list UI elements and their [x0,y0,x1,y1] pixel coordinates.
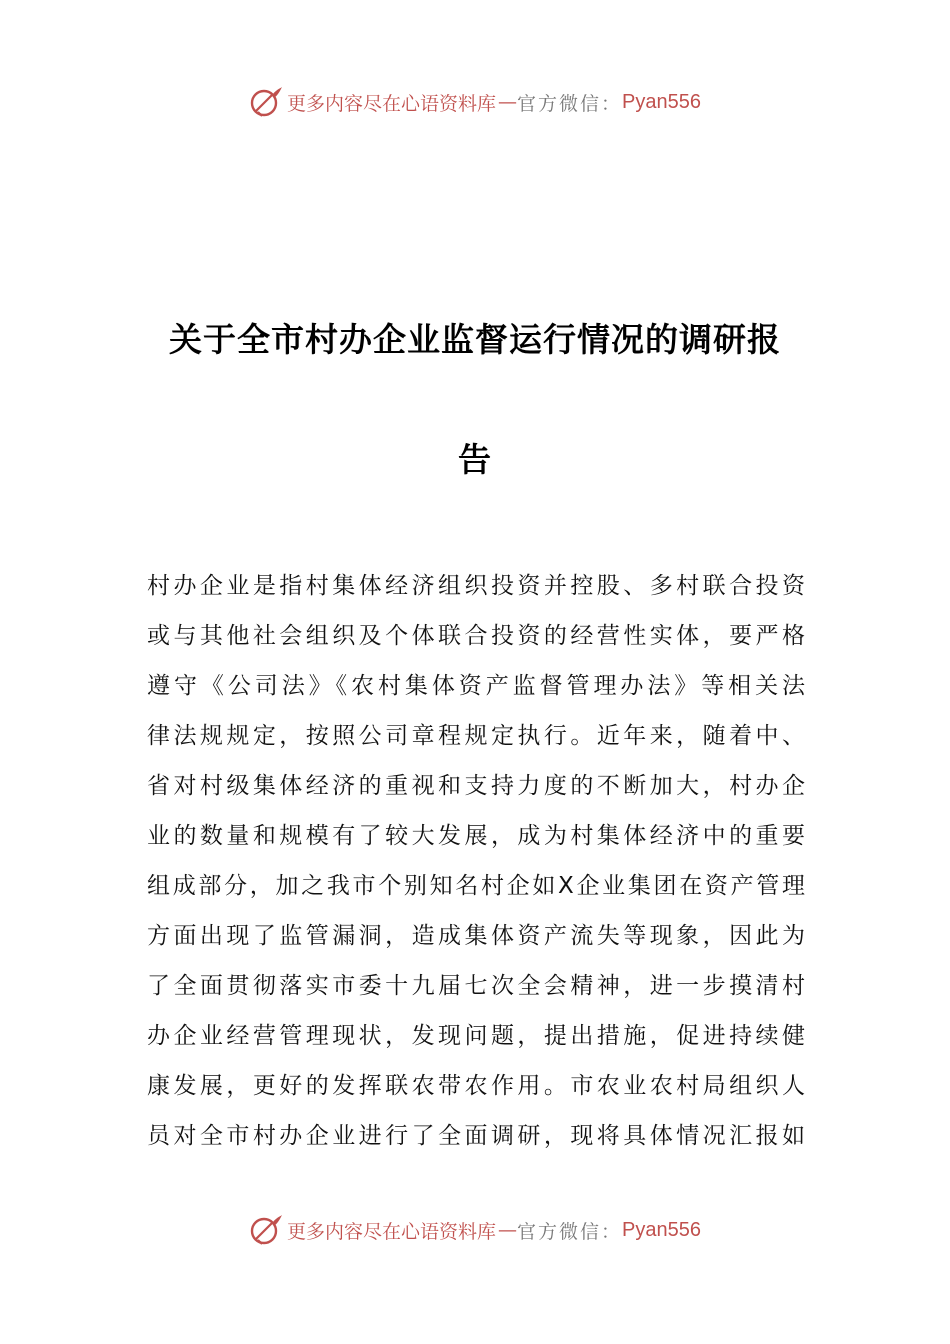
watermark-dash: — [498,91,516,113]
watermark-wechat-id: Pyan556 [622,1218,701,1241]
body-line: 律法规规定，按照公司章程规定执行。近年来，随着中、 [147,723,807,749]
watermark-wechat-id: Pyan556 [622,90,701,113]
body-line: 康发展，更好的发挥联农带农作用。市农业农村局组织人 [147,1073,807,1099]
body-line: 办企业经营管理现状，发现问题，提出措施，促进持续健 [147,1023,807,1049]
watermark-wechat-label: 官方微信： [517,1220,623,1243]
quill-pen-logo-icon [249,1213,283,1247]
body-line: 遵守《公司法》《农村集体资产监督管理办法》等相关法 [147,673,807,699]
body-line: 或与其他社会组织及个体联合投资的经营性实体，要严格 [147,623,807,649]
document-title-line-1: 关于全市村办企业监督运行情况的调研报 [169,320,781,359]
watermark-wechat-label: 官方微信： [517,92,623,115]
body-line: 村办企业是指村集体经济组织投资并控股、多村联合投资 [147,573,807,599]
body-line: 组成部分，加之我市个别知名村企如X企业集团在资产管理 [147,873,807,899]
watermark-dash: — [498,1219,516,1241]
body-line: 了全面贯彻落实市委十九届七次全会精神，进一步摸清村 [147,973,807,999]
footer-watermark-banner [0,1210,950,1250]
header-watermark-banner [0,82,950,122]
quill-pen-logo-icon [249,85,283,119]
document-title-line-2: 告 [458,440,492,479]
body-line: 业的数量和规模有了较大发展，成为村集体经济中的重要 [147,823,807,849]
watermark-main-text: 更多内容尽在心语资料库 [287,92,497,115]
body-line: 方面出现了监管漏洞，造成集体资产流失等现象，因此为 [147,923,807,949]
watermark-main-text: 更多内容尽在心语资料库 [287,1220,497,1243]
body-line: 省对村级集体经济的重视和支持力度的不断加大，村办企 [147,773,807,799]
body-paragraph [147,563,807,1163]
body-line: 员对全市村办企业进行了全面调研，现将具体情况汇报如 [147,1123,807,1149]
